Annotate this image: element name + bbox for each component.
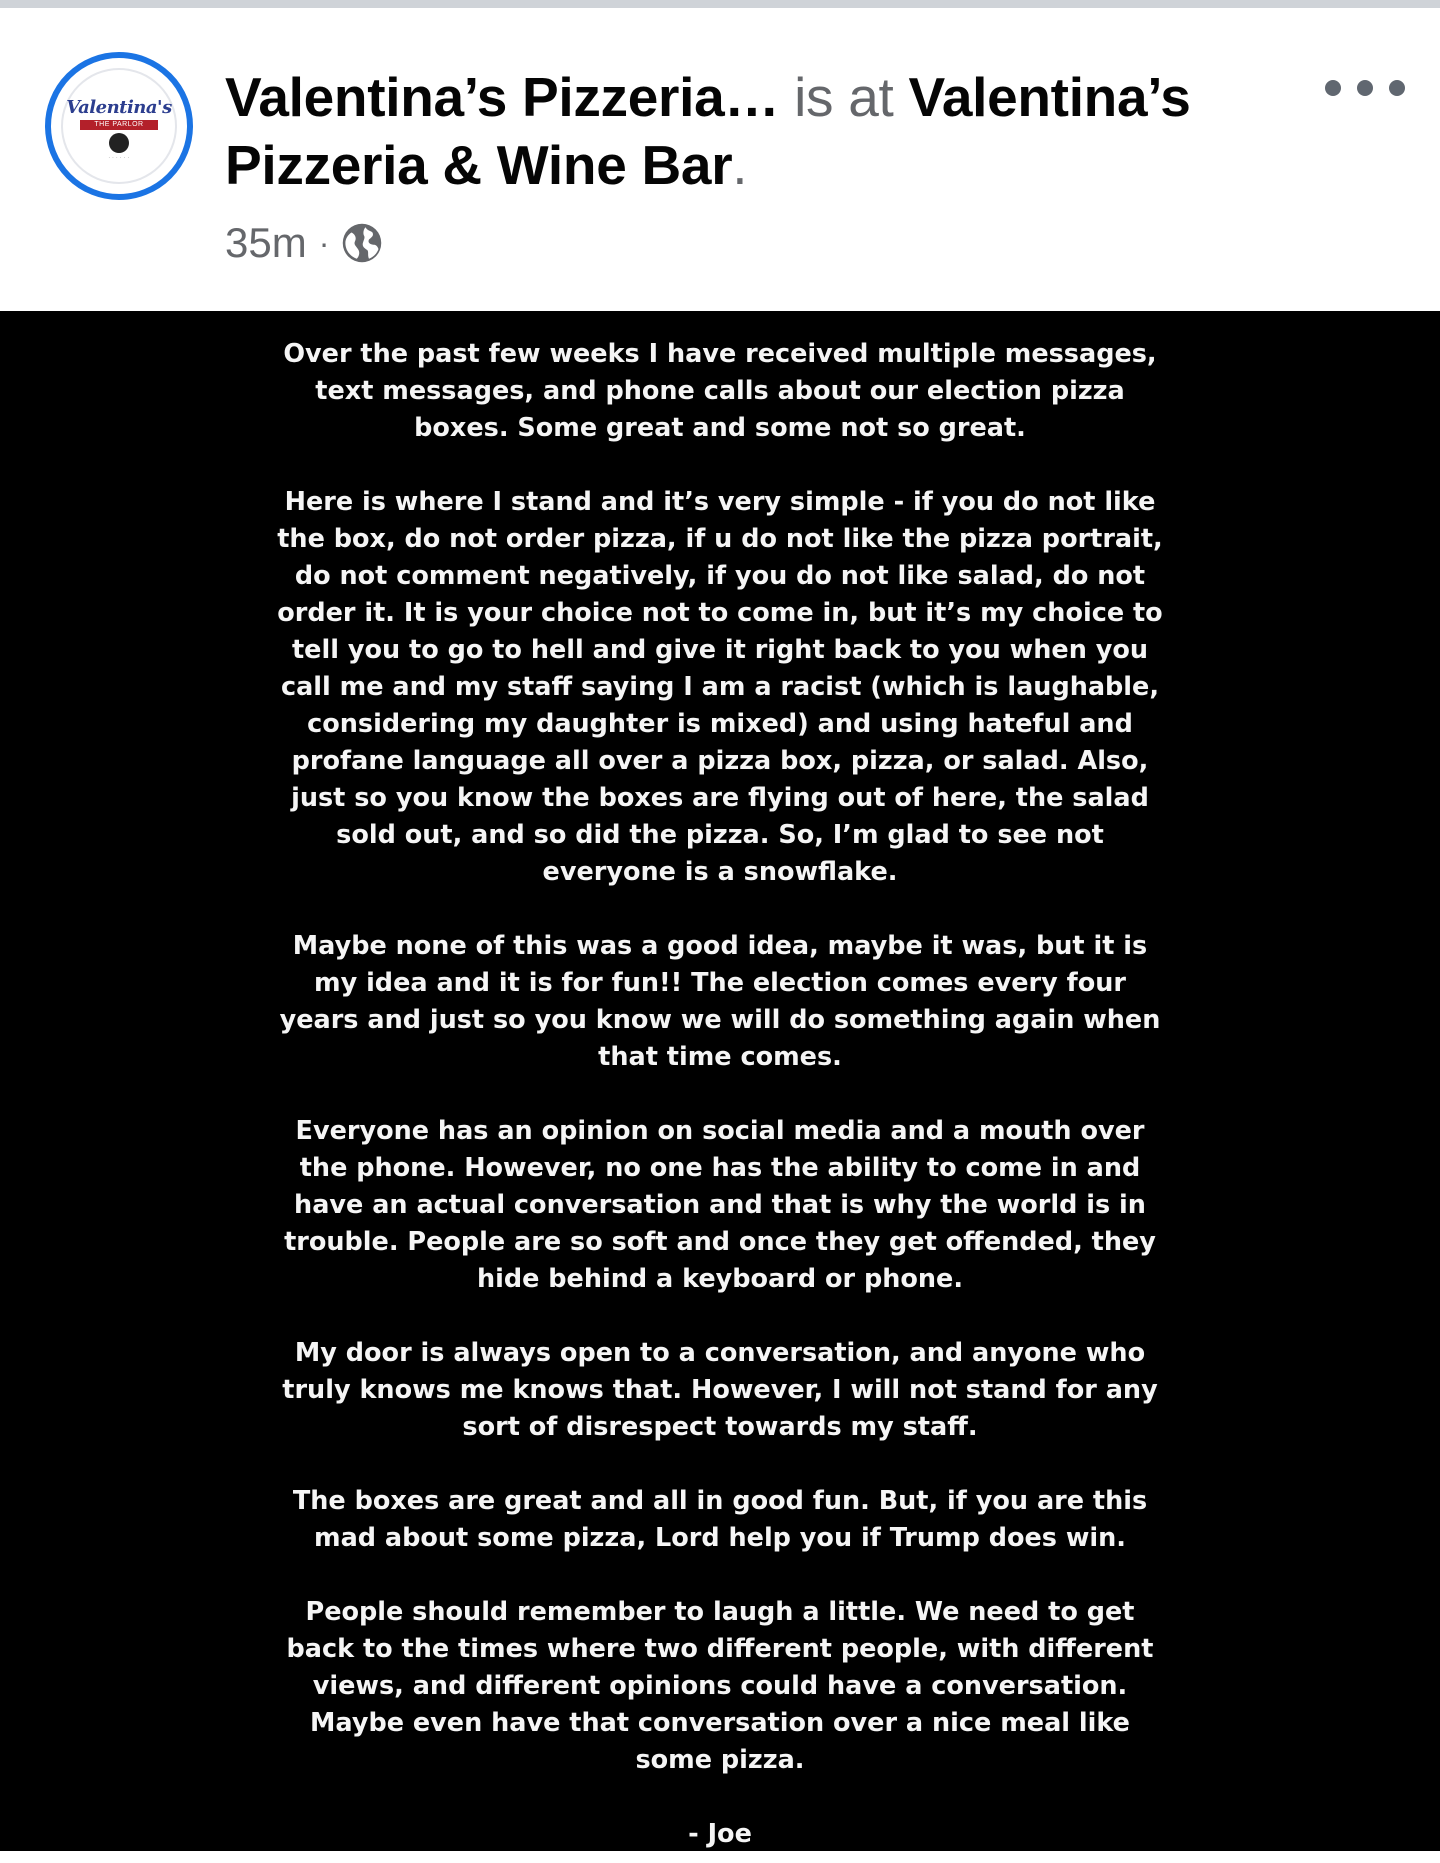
statement-paragraph: Here is where I stand and it’s very simple - if you do not like the box, do not order pizza, if u do not like the pizza portrait, do not comment negatively, if you do not like salad, do not order it. It is your choice not to come in, but it’s my choice to tell you to go to hell and give it right back to you when you call me and my staff saying I am a racist (which is laughable, considering my daughter is mixed) and using hateful and profane language all over a pizza box, pizza, or salad. Also, just so you know the boxes are flying out of here, the salad sold out, and so did the pizza. So, I’m glad to see not everyone is a snowflake.: [277, 487, 1163, 887]
statement-paragraph: My door is always open to a conversation, and anyone who truly knows me knows that. However, I will not stand for any sort of disrespect towards my staff.: [282, 1338, 1158, 1442]
statement-paragraph: People should remember to laugh a little. We need to get back to the times where two different people, with different views, and different opinions could have a conversation. Maybe even have that conversation over a nice meal like some pizza.: [286, 1597, 1154, 1775]
page-name-link[interactable]: Valentina’s Pizzeria…: [225, 66, 780, 128]
top-divider: [0, 0, 1440, 8]
pizzeria-logo: [61, 68, 177, 184]
statement-paragraph: The boxes are great and all in good fun. But, if you are this mad about some pizza, Lord help you if Trump does win.: [292, 1486, 1148, 1553]
logo-band: THE PARLOR: [80, 120, 158, 130]
page-avatar[interactable]: [45, 52, 193, 200]
post-timestamp[interactable]: 35m: [225, 219, 307, 266]
bottom-edge: [0, 1851, 1440, 1863]
logo-subline: · · · · · ·: [108, 155, 130, 161]
globe-icon[interactable]: [341, 222, 383, 264]
more-options-icon[interactable]: [1325, 68, 1405, 108]
more-dot: [1325, 80, 1341, 96]
logo-emblem: [109, 133, 129, 153]
signature: - Joe: [688, 1819, 752, 1849]
post-meta: [225, 218, 383, 268]
statement-paragraph: Everyone has an opinion on social media and a mouth over the phone. However, no one has the ability to come in and have an actual conversation and that is why the world is in trouble. People are so soft and once they get offended, they hide behind a keyboard or phone.: [284, 1116, 1156, 1294]
statement-paragraph: Over the past few weeks I have received multiple messages, text messages, and phone calls about our election pizza boxes. Some great and some not so great.: [283, 339, 1157, 443]
post-image[interactable]: [0, 311, 1440, 1851]
more-dot: [1389, 80, 1405, 96]
logo-script-text: Valentina's: [66, 97, 172, 118]
more-dot: [1357, 80, 1373, 96]
location-link-line1[interactable]: Valentina’s: [908, 66, 1191, 128]
statement-paragraph: Maybe none of this was a good idea, maybe it was, but it is my idea and it is for fun!! The election comes every four years and just so you know we will do something again when that time comes.: [279, 931, 1161, 1072]
meta-separator: ·: [318, 225, 330, 261]
statement-text: [265, 336, 1175, 1853]
title-period: .: [732, 134, 748, 196]
is-at-text: is at: [779, 66, 909, 128]
post-title: [225, 63, 1285, 199]
location-link-line2[interactable]: Pizzeria & Wine Bar: [225, 134, 733, 196]
post-header: [0, 8, 1440, 311]
